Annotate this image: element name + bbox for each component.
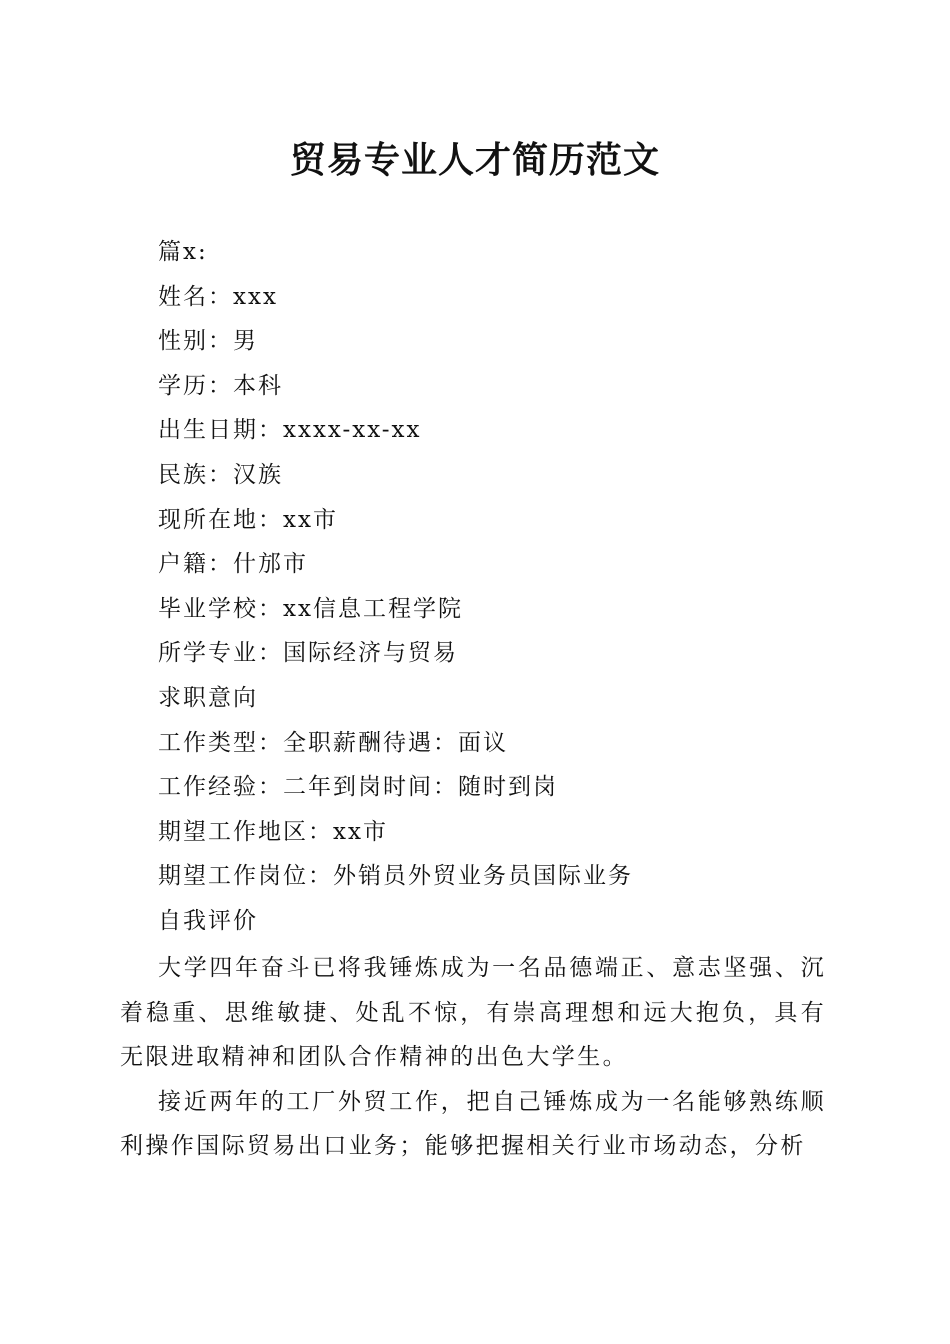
- info-line: 学历：本科: [158, 372, 283, 399]
- info-line: 期望工作岗位：外销员外贸业务员国际业务: [158, 863, 633, 890]
- section-heading-self-evaluation: 自我评价: [158, 907, 258, 934]
- info-line: 毕业学校：xx信息工程学院: [158, 595, 463, 622]
- resume-info-list: [158, 230, 838, 944]
- info-line: 工作经验：二年到岗时间：随时到岗: [158, 774, 558, 801]
- info-line: 篇x:: [158, 239, 208, 265]
- self-evaluation-body: [120, 946, 826, 1169]
- info-line: 工作类型：全职薪酬待遇：面议: [158, 729, 508, 756]
- info-line: 现所在地：xx市: [158, 506, 338, 533]
- document-title: 贸易专业人才简历范文: [289, 139, 660, 181]
- info-line: 户籍：什邡市: [158, 551, 308, 578]
- info-line: 性别：男: [158, 328, 258, 355]
- info-line: 民族：汉族: [158, 461, 283, 488]
- info-line: 所学专业：国际经济与贸易: [158, 640, 458, 667]
- paragraph: 大学四年奋斗已将我锤炼成为一名品德端正、意志坚强、沉着稳重、思维敏捷、处乱不惊，有崇高理想和远大抱负，具有无限进取精神和团队合作精神的出色大学生。: [120, 955, 826, 1071]
- info-line: 期望工作地区：xx市: [158, 818, 388, 845]
- section-heading-job-intention: 求职意向: [158, 684, 258, 711]
- info-line: 出生日期：xxxx-xx-xx: [158, 417, 422, 444]
- paragraph: 接近两年的工厂外贸工作，把自己锤炼成为一名能够熟练顺利操作国际贸易出口业务；能够把握相关行业市场动态，分析: [120, 1088, 826, 1160]
- info-line: 姓名：xxx: [158, 283, 278, 310]
